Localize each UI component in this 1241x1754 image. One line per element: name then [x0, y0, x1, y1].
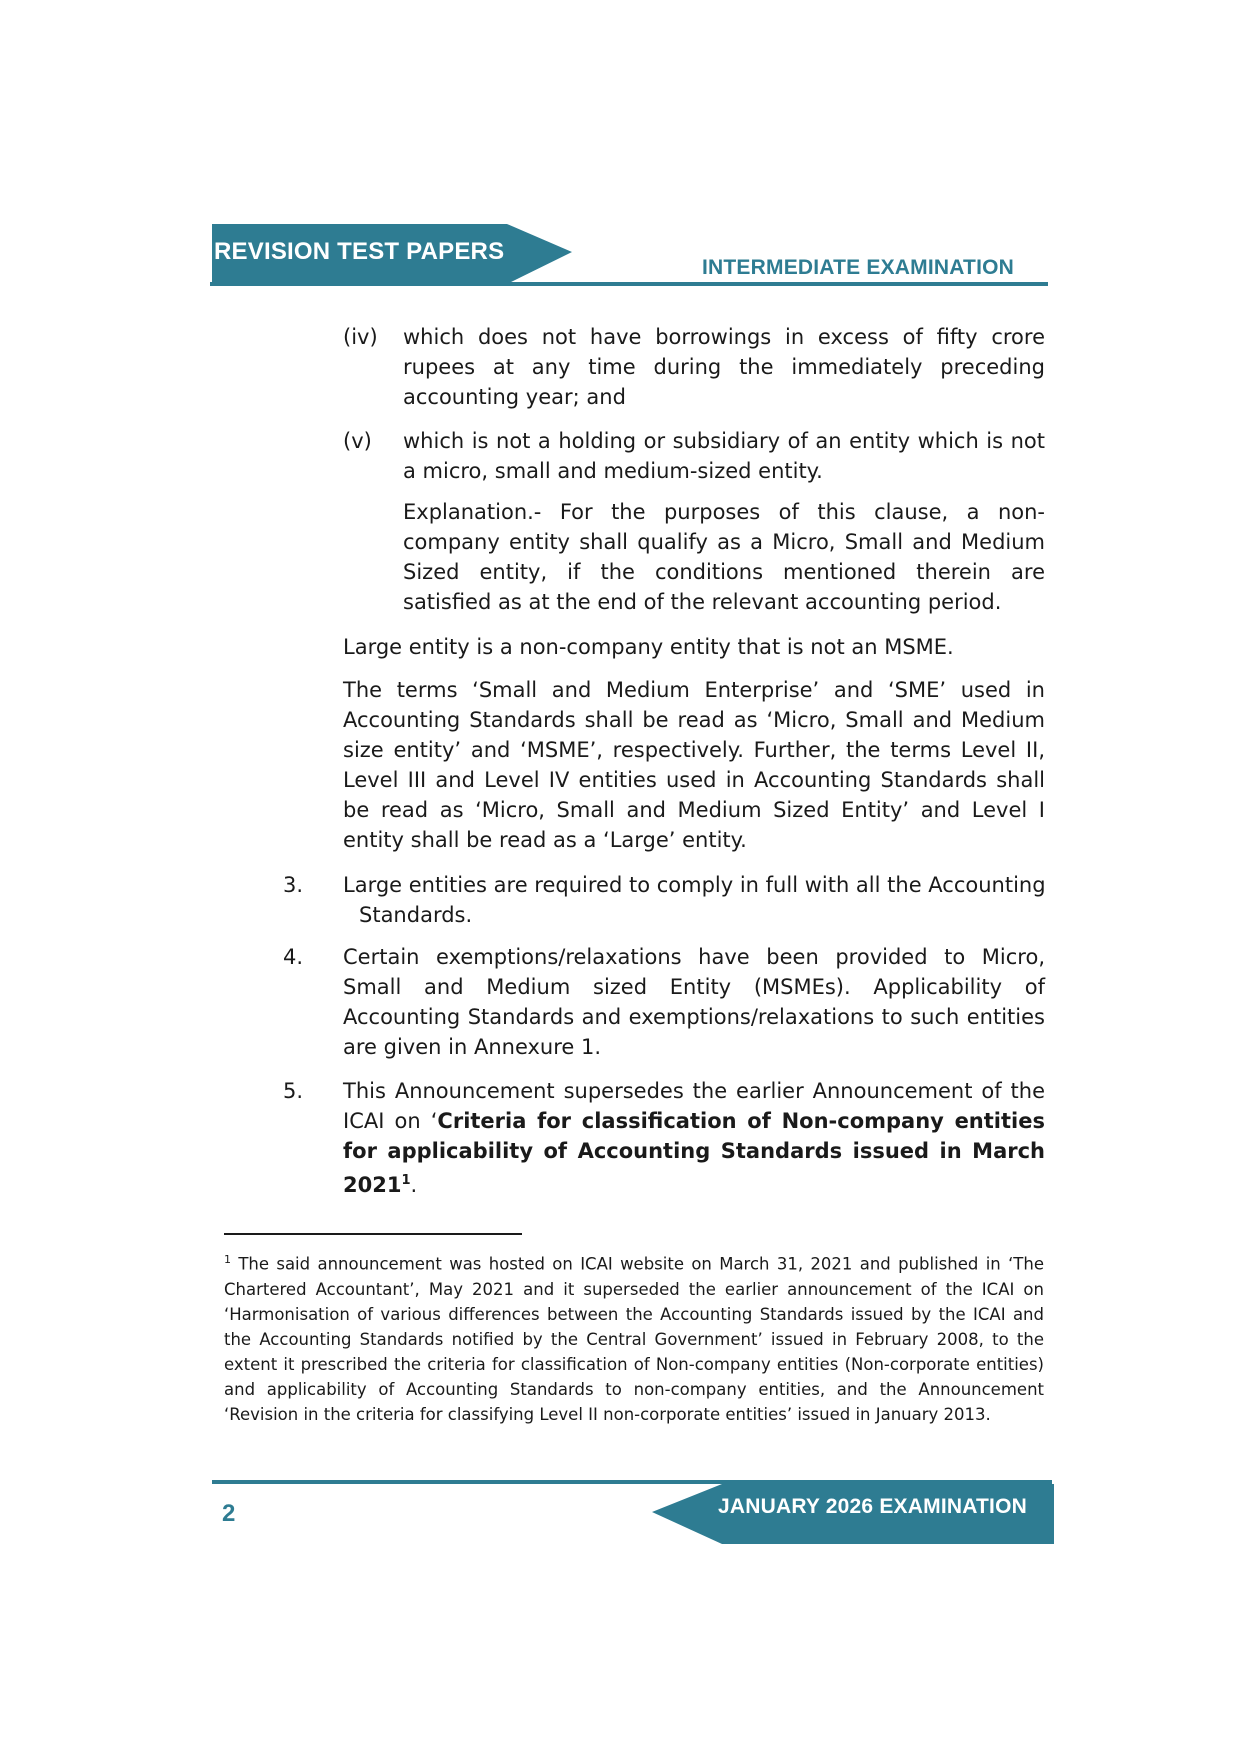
- footnote-rule: [224, 1233, 522, 1235]
- large-entity-paragraph: Large entity is a non-company entity that is not an MSME.: [343, 635, 954, 659]
- item-5-bold-title: Criteria for classification of Non-company entities for applicability of Accounting Standards issued in March 2021: [343, 1109, 1045, 1197]
- footer-exam-title: JANUARY 2026 EXAMINATION: [718, 1495, 1027, 1518]
- item-3-line1: Large entities are required to comply in full with all the Accounting: [343, 873, 1046, 897]
- item-5-text: [343, 1076, 1045, 1200]
- item-5-text-start: This Announcement supersedes the earlier Announcement of the ICAI on ‘: [343, 1079, 1045, 1133]
- explanation-paragraph: Explanation.- For the purposes of this clause, a non-company entity shall qualify as a Micro, Small and Medium Sized entity, if the conditions mentioned therein are satisfied as at the end of the relevant accounting period.: [403, 500, 1045, 614]
- footnote-number: 1: [224, 1253, 231, 1266]
- header-divider: [210, 282, 1048, 286]
- item-3-marker: 3.: [283, 873, 304, 897]
- item-3-text: [343, 870, 1053, 930]
- item-5-marker: 5.: [283, 1079, 304, 1103]
- item-4-marker: 4.: [283, 945, 304, 969]
- item-v-marker: (v): [343, 429, 372, 453]
- item-iv-marker: (iv): [343, 325, 378, 349]
- page-number: 2: [222, 1500, 236, 1527]
- terms-paragraph: The terms ‘Small and Medium Enterprise’ and ‘SME’ used in Accounting Standards shall be read as ‘Micro, Small and Medium size entity’ and ‘MSME’, respectively. Further, the terms Level II, Level III and Level IV entities used in Accounting Standards shall be read as ‘Micro, Small and Medium Sized Entity’ and Level I entity shall be read as a ‘Large’ entity.: [343, 678, 1045, 852]
- footnote-reference[interactable]: 1: [401, 1173, 411, 1188]
- header-right-title: INTERMEDIATE EXAMINATION: [702, 256, 1015, 279]
- header-left-title: REVISION TEST PAPERS: [214, 238, 505, 265]
- item-5-text-end: .: [410, 1173, 418, 1197]
- item-4-text: Certain exemptions/relaxations have been provided to Micro, Small and Medium sized Entity (MSMEs). Applicability of Accounting Standards and exemptions/relaxations to such entities are given in Annexure 1.: [343, 945, 1045, 1059]
- item-iv-text: which does not have borrowings in excess of fifty crore rupees at any time during the immediately preceding accounting year; and: [403, 325, 1045, 409]
- item-v-text: which is not a holding or subsidiary of an entity which is not a micro, small and medium-sized entity.: [403, 429, 1045, 483]
- footnote-text: The said announcement was hosted on ICAI website on March 31, 2021 and published in ‘The Chartered Accountant’, May 2021 and it superseded the earlier announcement of the ICAI on ‘Harmonisation of various differences between the Accounting Standards issued by the ICAI and the Accounting Standards notified by the Central Government’ issued in February 2008, to the extent it prescribed the criteria for classification of Non-company entities (Non-corporate entities) and applicability of Accounting Standards to non-company entities, and the Announcement ‘Revision in the criteria for classifying Level II non-corporate entities’ issued in January 2013.: [224, 1254, 1044, 1424]
- item-3-line2: Standards.: [359, 903, 473, 927]
- footnote: [224, 1247, 1044, 1427]
